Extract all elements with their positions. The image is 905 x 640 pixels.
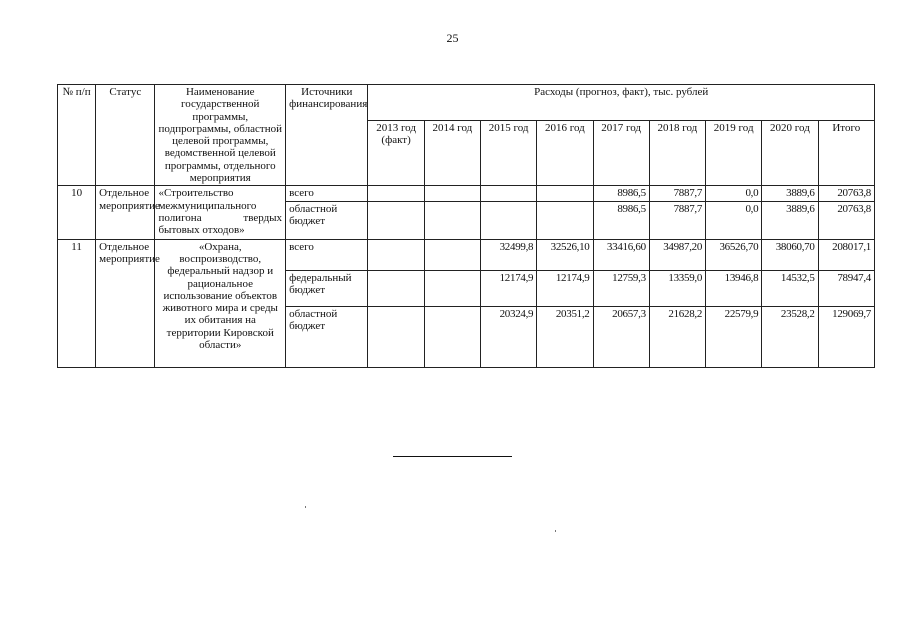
row-status: Отдельное мероприятие	[96, 186, 155, 239]
cell-value: 20351,2	[537, 306, 593, 367]
header-year: 2017 год	[593, 121, 649, 186]
header-year: 2014 год	[424, 121, 480, 186]
cell-value: 8986,5	[593, 201, 649, 239]
scan-speck	[305, 506, 306, 508]
cell-value: 12759,3	[593, 270, 649, 306]
header-status: Статус	[96, 85, 155, 186]
cell-total: 208017,1	[818, 239, 874, 270]
cell-value: 12174,9	[480, 270, 536, 306]
cell-value: 21628,2	[649, 306, 705, 367]
cell-value	[537, 186, 593, 201]
cell-value: 8986,5	[593, 186, 649, 201]
header-year: 2018 год	[649, 121, 705, 186]
header-expenses: Расходы (прогноз, факт), тыс. рублей	[368, 85, 875, 121]
header-row-1	[58, 85, 875, 121]
header-num: № п/п	[58, 85, 96, 186]
table-row	[58, 239, 875, 270]
cell-value: 36526,70	[706, 239, 762, 270]
cell-value	[537, 201, 593, 239]
cell-value: 32499,8	[480, 239, 536, 270]
cell-value: 38060,70	[762, 239, 818, 270]
header-sources: Источники финансирования	[286, 85, 368, 186]
cell-value: 7887,7	[649, 201, 705, 239]
cell-value: 12174,9	[537, 270, 593, 306]
row-source: областной бюджет	[286, 201, 368, 239]
header-total: Итого	[818, 121, 874, 186]
cell-value: 32526,10	[537, 239, 593, 270]
cell-value	[424, 239, 480, 270]
cell-total: 20763,8	[818, 186, 874, 201]
cell-value	[480, 201, 536, 239]
cell-total: 20763,8	[818, 201, 874, 239]
cell-value: 3889,6	[762, 186, 818, 201]
cell-value: 20324,9	[480, 306, 536, 367]
cell-value: 3889,6	[762, 201, 818, 239]
cell-total: 129069,7	[818, 306, 874, 367]
page-number: 25	[446, 31, 459, 45]
cell-value: 0,0	[706, 186, 762, 201]
cell-value: 14532,5	[762, 270, 818, 306]
cell-value: 7887,7	[649, 186, 705, 201]
row-source: областной бюджет	[286, 306, 368, 367]
scan-speck	[555, 530, 556, 532]
closing-rule	[393, 456, 512, 457]
header-year: 2020 год	[762, 121, 818, 186]
cell-value: 34987,20	[649, 239, 705, 270]
cell-value	[368, 306, 424, 367]
cell-value: 0,0	[706, 201, 762, 239]
cell-value: 23528,2	[762, 306, 818, 367]
row-name: «Охрана, воспроизводство, федеральный надзор и рациональное использование объектов животного мира и среды их обитания на территории Кировской области»	[155, 239, 286, 367]
cell-value	[424, 270, 480, 306]
header-name: Наименование государственной программы, подпрограммы, областной целевой программы, ведомственной целевой программы, отдельного мероприятия	[155, 85, 286, 186]
row-status: Отдельное мероприятие	[96, 239, 155, 367]
cell-value	[424, 186, 480, 201]
cell-value	[424, 201, 480, 239]
row-num: 11	[58, 239, 96, 367]
cell-value: 22579,9	[706, 306, 762, 367]
cell-value	[368, 201, 424, 239]
cell-value	[368, 270, 424, 306]
cell-value: 33416,60	[593, 239, 649, 270]
table-row	[58, 186, 875, 201]
row-source: всего	[286, 239, 368, 270]
cell-value	[480, 186, 536, 201]
header-year: 2016 год	[537, 121, 593, 186]
cell-value: 20657,3	[593, 306, 649, 367]
row-source: федеральный бюджет	[286, 270, 368, 306]
row-source: всего	[286, 186, 368, 201]
budget-table	[57, 84, 875, 368]
cell-total: 78947,4	[818, 270, 874, 306]
row-num: 10	[58, 186, 96, 239]
cell-value: 13946,8	[706, 270, 762, 306]
header-year: 2015 год	[480, 121, 536, 186]
header-year: 2019 год	[706, 121, 762, 186]
row-name: «Строительство межмуниципального полигона твердых бытовых отходов»	[155, 186, 286, 239]
cell-value	[424, 306, 480, 367]
cell-value	[368, 239, 424, 270]
cell-value	[368, 186, 424, 201]
header-year: 2013 год (факт)	[368, 121, 424, 186]
cell-value: 13359,0	[649, 270, 705, 306]
